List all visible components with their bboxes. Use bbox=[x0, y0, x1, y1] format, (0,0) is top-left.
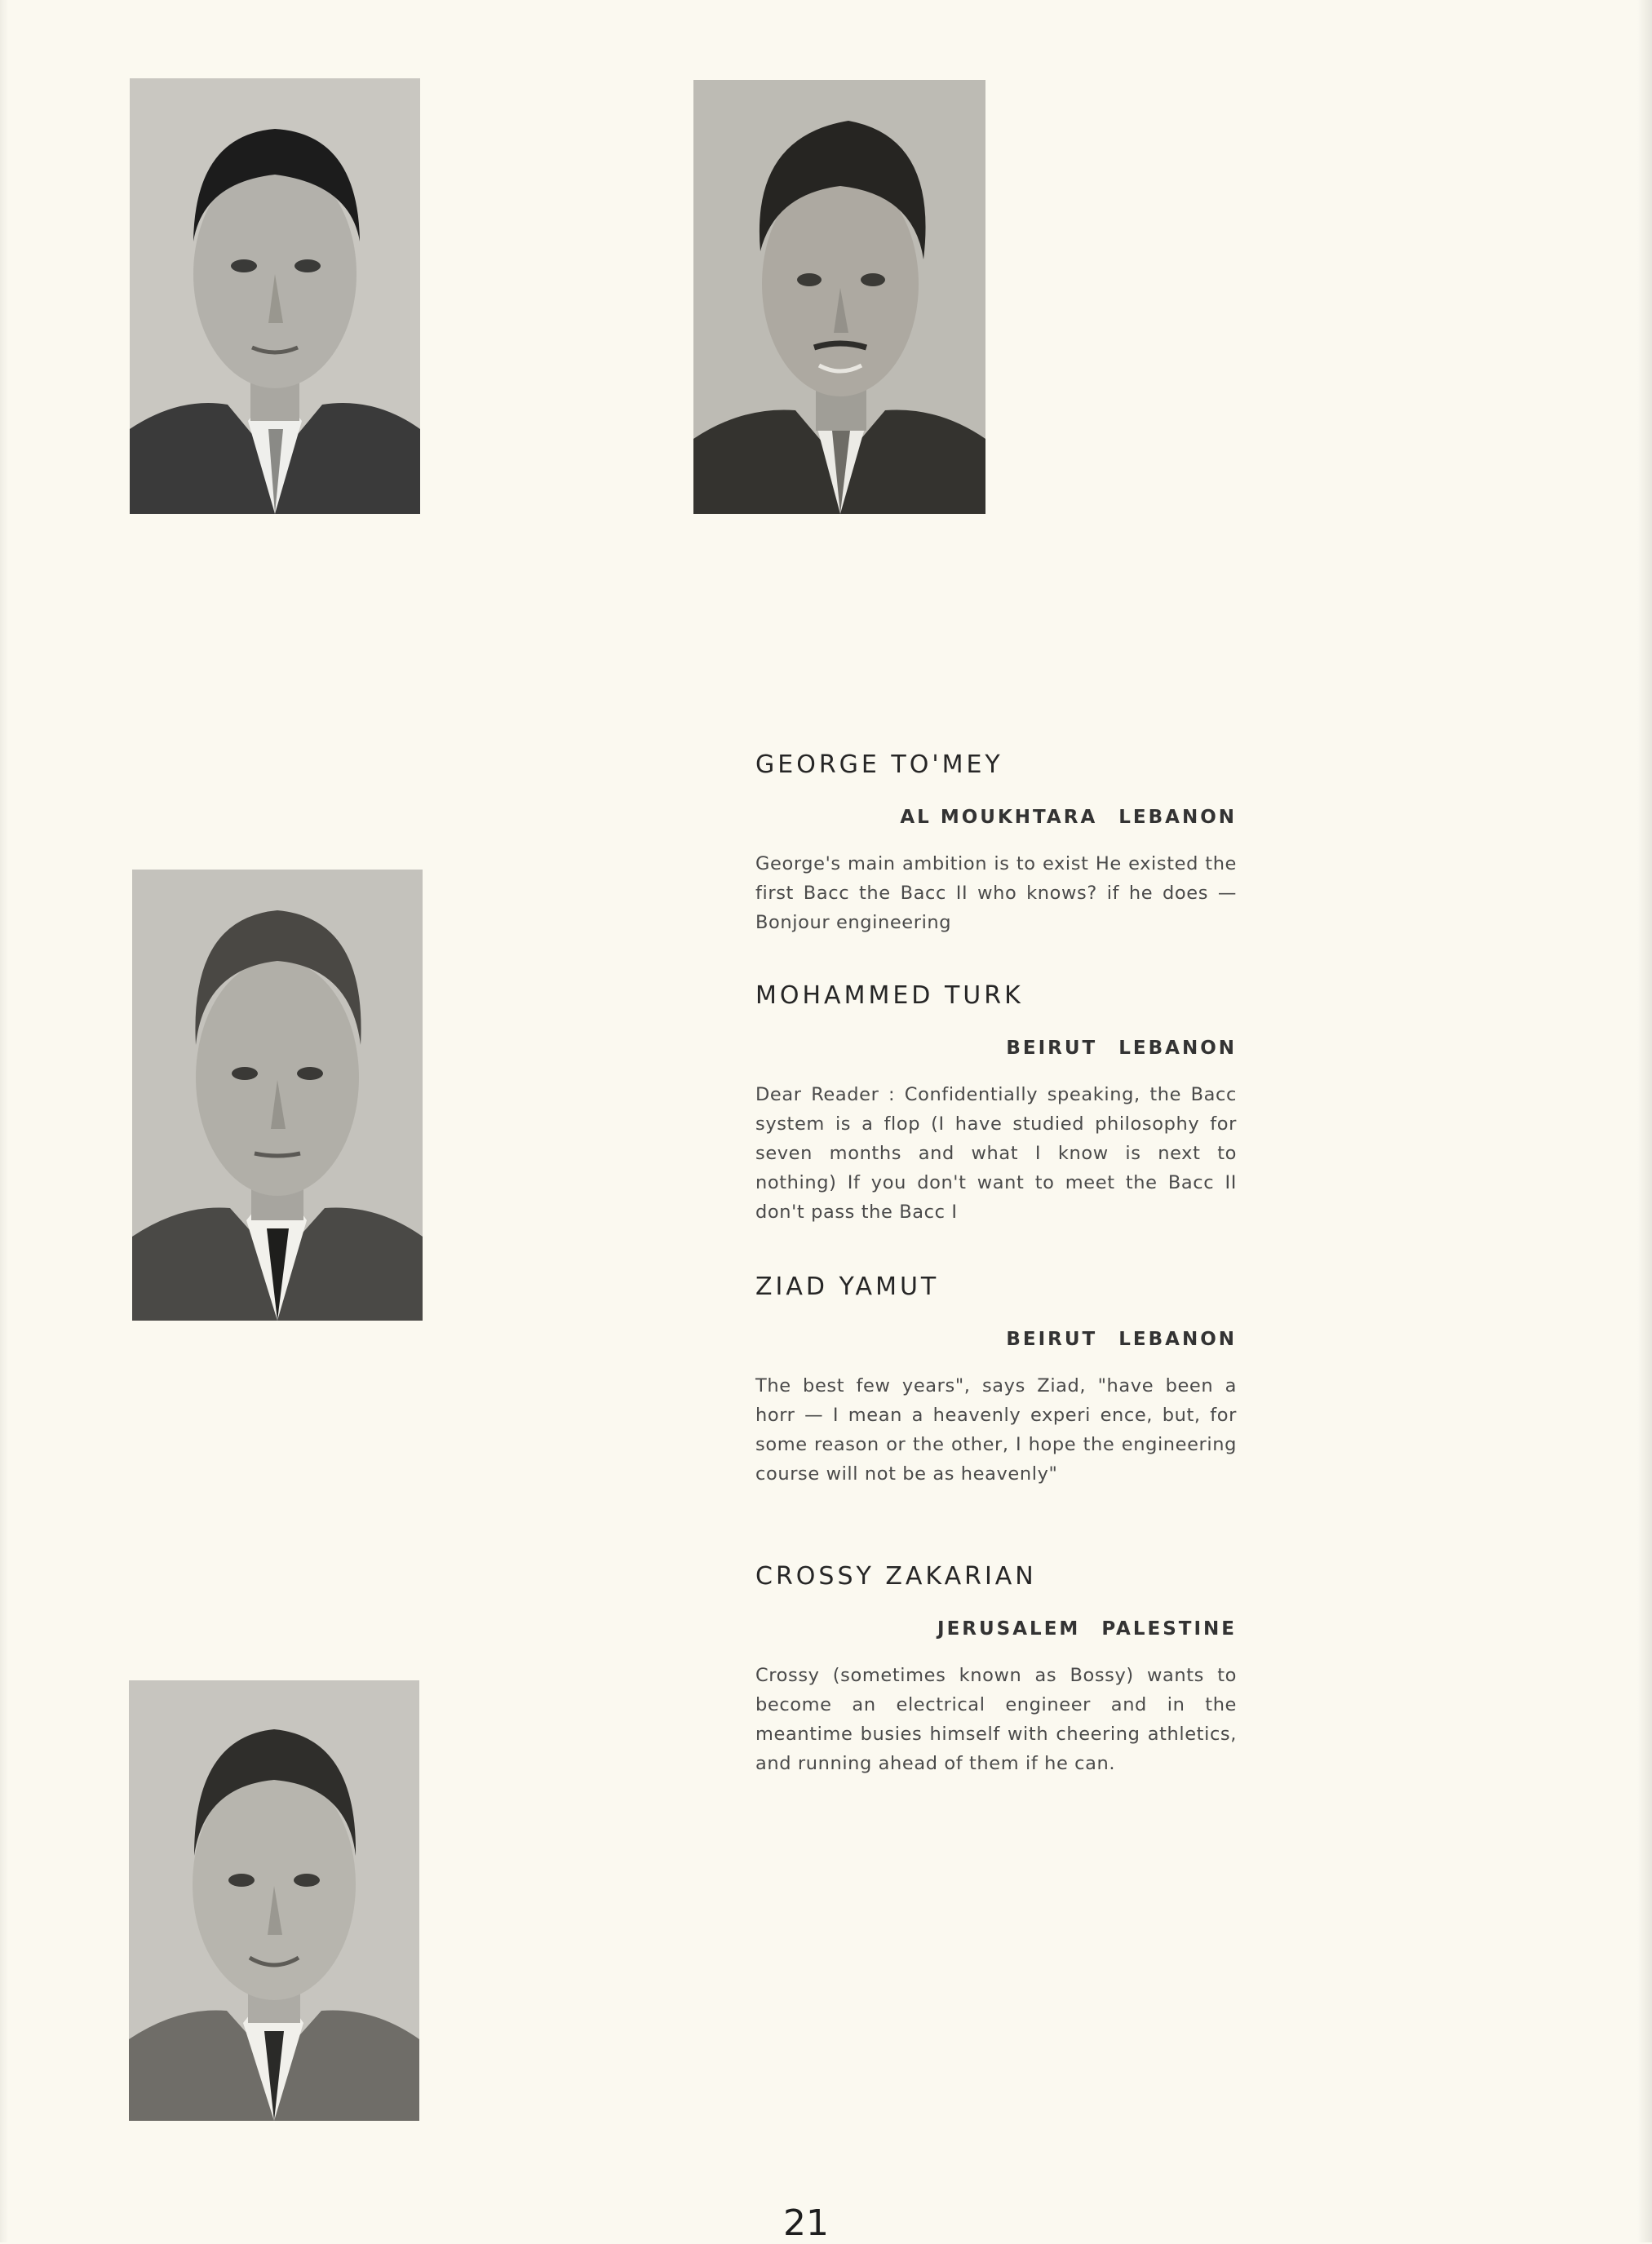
student-city: JERUSALEM bbox=[937, 1618, 1081, 1640]
student-name: ZIAD YAMUT bbox=[755, 1272, 940, 1301]
student-bio: George's main ambition is to exist He existed the first Bacc the Bacc II who knows? if he does — Bonjour engineering bbox=[755, 853, 1237, 933]
page-right-edge bbox=[1637, 0, 1652, 2242]
portrait-photo-2 bbox=[693, 80, 985, 514]
portrait-photo-4 bbox=[129, 1680, 419, 2121]
student-entry-2 bbox=[755, 981, 1237, 1227]
student-bio: Crossy (sometimes known as Bossy) wants to become an electrical engineer and in the meantime busies himself with cheering athletics, and running ahead of them if he can. bbox=[755, 1665, 1237, 1774]
student-country: LEBANON bbox=[1118, 807, 1237, 828]
student-bio: Dear Reader : Confidentially speaking, the Bacc system is a flop (I have studied philosophy for seven months and what I know is next to nothing) If you don't want to meet the Bacc II don't pass the Bacc I bbox=[755, 1084, 1237, 1223]
page-left-edge bbox=[0, 0, 8, 2242]
student-entry-4 bbox=[755, 1562, 1237, 1778]
student-country: PALESTINE bbox=[1101, 1618, 1237, 1640]
page-number: 21 bbox=[783, 2202, 829, 2244]
student-city: AL MOUKHTARA bbox=[900, 807, 1098, 828]
student-name: GEORGE TO'MEY bbox=[755, 750, 1003, 779]
student-bio: The best few years", says Ziad, "have been a horr — I mean a heavenly experi ence, but, for some reason or the other, I hope the engineering course will not be as heavenly" bbox=[755, 1375, 1237, 1485]
student-name: MOHAMMED TURK bbox=[755, 981, 1024, 1010]
student-entry-1 bbox=[755, 750, 1237, 937]
student-entry-3 bbox=[755, 1272, 1237, 1489]
student-location bbox=[755, 1618, 1237, 1640]
student-country: LEBANON bbox=[1118, 1329, 1237, 1350]
portrait-photo-3 bbox=[132, 870, 423, 1321]
student-country: LEBANON bbox=[1118, 1038, 1237, 1059]
student-city: BEIRUT bbox=[1006, 1038, 1098, 1059]
student-location bbox=[755, 1038, 1237, 1059]
student-location bbox=[755, 1329, 1237, 1350]
portrait-photo-1 bbox=[130, 78, 420, 514]
student-name: CROSSY ZAKARIAN bbox=[755, 1562, 1037, 1591]
student-location bbox=[755, 807, 1237, 828]
student-city: BEIRUT bbox=[1006, 1329, 1098, 1350]
